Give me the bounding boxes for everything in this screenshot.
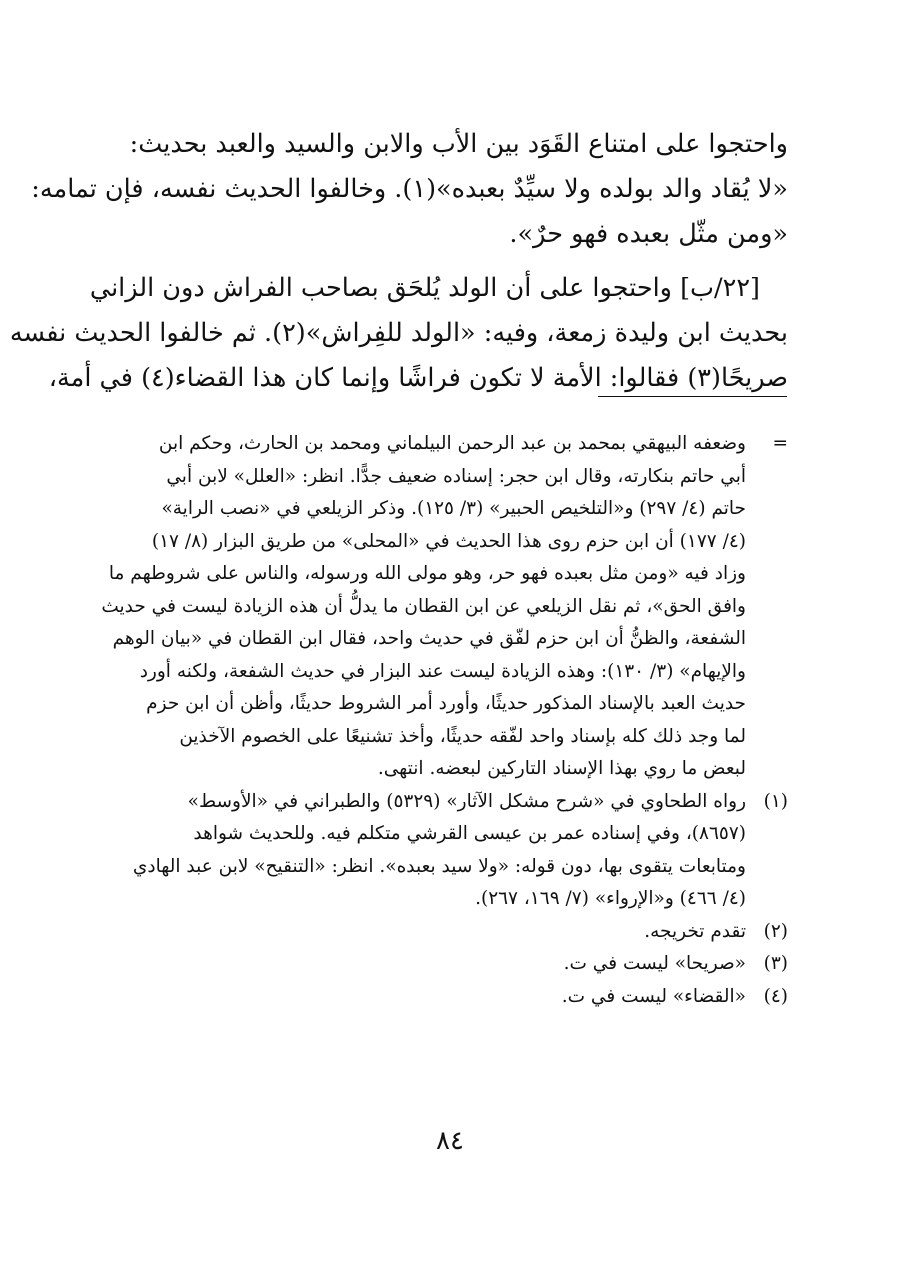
footnote-number: (١) <box>763 790 788 812</box>
main-text <box>9 122 788 401</box>
page-number: ٨٤ <box>436 1126 464 1156</box>
footnote-1-line: ومتابعات يتقوى بها، دون قوله: «ولا سيد بعبده». انظر: «التنقيح» لابن عبد الهادي <box>132 855 746 877</box>
footnote-continuation-line: وزاد فيه «ومن مثل بعبده فهو حر، وهو مولى الله ورسوله، والناس على شروطهم ما <box>108 563 746 584</box>
footnote-separator <box>598 396 787 397</box>
main-text-line-bold-quote: «ومن مثّل بعبده فهو حرٌ». <box>509 219 788 249</box>
footnote-1-line: (٤/ ٤٦٦) و«الإرواء» (٧/ ١٦٩، ٢٦٧). <box>475 888 746 909</box>
footnote-number: (٤) <box>763 985 788 1007</box>
main-text-line-bold-quote: «لا يُقاد والد بولده ولا سيِّدٌ بعبده»(١). وخالفوا الحديث نفسه، فإن تمامه: <box>31 174 788 204</box>
main-text-line: صريحًا(٣) فقالوا: الأمة لا تكون فراشًا وإنما كان هذا القضاء(٤) في أمة، <box>48 363 788 393</box>
footnote-1: (١) رواه الطحاوي في «شرح مشكل الآثار» (٥٣٢٩) والطبراني في «الأوسط» <box>118 786 788 819</box>
main-text-line: [٢٢/ب] واحتجوا على أن الولد يُلحَق بصاحب الفراش دون الزاني <box>89 273 760 303</box>
footnote-continuation-line: (٤/ ١٧٧) أن ابن حزم روى هذا الحديث في «المحلى» من طريق البزار (٨/ ١٧) <box>151 530 746 552</box>
continuation-marker: = <box>772 433 788 454</box>
footnote-continuation-line: الشفعة، والظنُّ أن ابن حزم لفّق في حديث واحد، فقال ابن القطان في «بيان الوهم <box>112 628 746 649</box>
footnote-continuation-line: = وضعفه البيهقي بمحمد بن عبد الرحمن البيلماني ومحمد بن الحارث، وحكم ابن <box>118 428 788 461</box>
footnote-4: (٤) «القضاء» ليست في ت. <box>118 981 788 1014</box>
footnote-1-line: (٨٦٥٧)، وفي إسناده عمر بن عيسى القرشي متكلم فيه. وللحديث شواهد <box>193 823 746 844</box>
main-text-line: واحتجوا على امتناع القَوَد بين الأب والابن والسيد والعبد بحديث: <box>129 129 788 159</box>
main-text-line: بحديث ابن وليدة زمعة، وفيه: «الولد للفِراش»(٢). ثم خالفوا الحديث نفسه <box>9 318 788 348</box>
footnote-continuation-line: حديث العبد بالإسناد المذكور حديثًا، وأورد أمر الشروط حديثًا، وأظن أن ابن حزم <box>146 693 746 714</box>
footnote-2: (٢) تقدم تخريجه. <box>118 916 788 949</box>
footnote-continuation-line: لبعض ما روي بهذا الإسناد التاركين لبعضه. انتهى. <box>377 758 746 779</box>
footnote-continuation-line: وافق الحق»، ثم نقل الزيلعي عن ابن القطان ما يدلُّ أن هذه الزيادة ليست في حديث <box>101 595 746 617</box>
footnote-continuation-line: حاتم (٤/ ٢٩٧) و«التلخيص الحبير» (٣/ ١٢٥). وذكر الزيلعي في «نصب الراية» <box>161 498 746 519</box>
footnote-continuation-line: أبي حاتم بنكارته، وقال ابن حجر: إسناده ضعيف جدًّا. انظر: «العلل» لابن أبي <box>166 465 746 487</box>
footnote-continuation-line: لما وجد ذلك كله بإسناد واحد لفّقه حديثًا، وأخذ تشنيعًا على الخصوم الآخذين <box>179 725 746 747</box>
footnotes <box>101 428 788 1013</box>
footnote-3: (٣) «صريحا» ليست في ت. <box>118 948 788 981</box>
footnote-number: (٢) <box>763 920 788 942</box>
footnote-number: (٣) <box>763 953 788 974</box>
footnote-continuation-line: والإيهام» (٣/ ١٣٠): وهذه الزيادة ليست عند البزار في حديث الشفعة، ولكنه أورد <box>139 660 746 682</box>
